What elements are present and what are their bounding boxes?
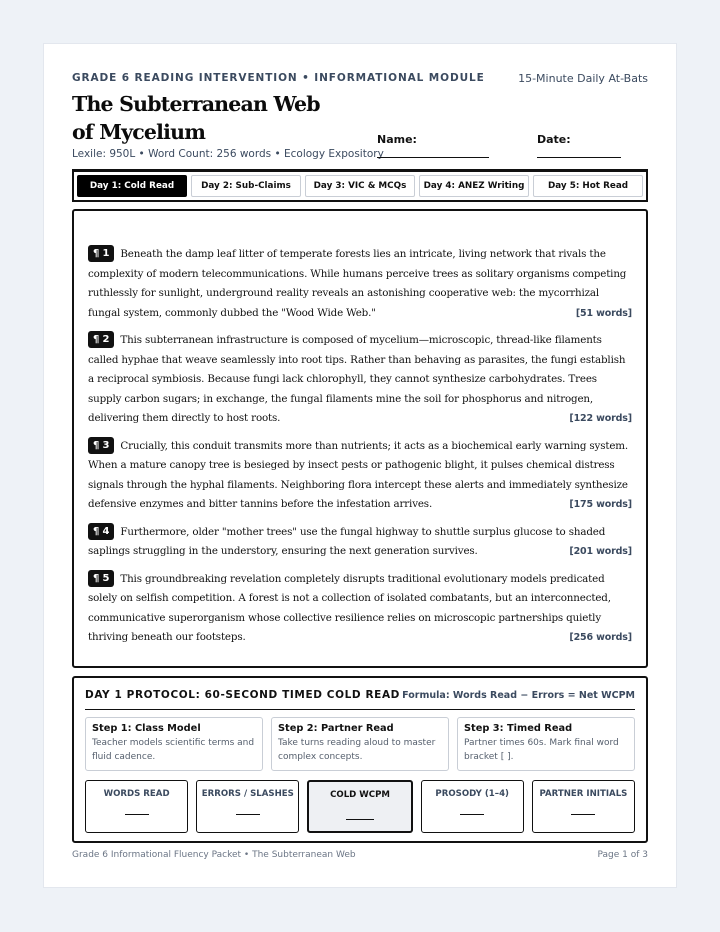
score-label: PARTNER INITIALS [539, 789, 628, 799]
footer-page-number: Page 1 of 3 [597, 850, 648, 860]
errors-box[interactable] [196, 780, 299, 833]
protocol-steps [85, 717, 635, 771]
score-blank-line [236, 814, 260, 815]
worksheet-page [43, 43, 677, 888]
word-count-marker: [51 words] [575, 307, 632, 319]
word-count-marker: [122 words] [569, 413, 632, 424]
name-field[interactable] [377, 157, 489, 158]
tab-day-3[interactable]: Day 3: VIC & MCQs [305, 175, 415, 197]
page-title: The Subterranean Web of Mycelium [72, 92, 320, 144]
paragraph-text: This subterranean infrastructure is composed of mycelium—microscopic, thread-like filaments called hyphae that weave seamlessly into root tips. Rather than behaving as parasites, the fungi establish a reciprocal symbiosis. Because fungi lack chlorophyll, they cannot synthesize carbohydrates. Trees supply carbon sugars; in exchange, the fungal filaments mine the soil for phosphorus and nitrogen, delivering them directly to host roots. [88, 334, 626, 424]
step-title: Step 1: Class Model [92, 723, 201, 734]
protocol-header [85, 678, 635, 710]
score-label: PROSODY (1–4) [435, 789, 509, 799]
tab-day-5[interactable]: Day 5: Hot Read [533, 175, 643, 197]
score-label: COLD WCPM [330, 790, 390, 800]
tab-day-2[interactable]: Day 2: Sub-Claims [191, 175, 301, 197]
step-card [85, 717, 263, 771]
prosody-box[interactable] [421, 780, 524, 833]
word-count-marker: [256 words] [569, 632, 632, 643]
reading-passage [72, 209, 648, 668]
paragraph-2 [88, 331, 632, 429]
score-blank-line [125, 814, 149, 815]
word-count-marker: [175 words] [569, 499, 632, 510]
day-tabs [72, 169, 648, 202]
paragraph-text: Beneath the damp leaf litter of temperate forests lies an intricate, living network that rivals the complexity of modern telecommunications. While humans perceive trees as solitary organisms competing ruthlessly for sunlight, underground reality reveals an astonishing cooperative web: the mycorrhizal fungal system, commonly dubbed the "Wood Wide Web." [88, 248, 627, 319]
cold-wcpm-box[interactable] [307, 780, 412, 833]
score-blank-line [460, 814, 484, 815]
paragraph-number-badge: ¶ 4 [88, 523, 114, 540]
paragraph-3 [88, 437, 632, 515]
paragraph-number-badge: ¶ 2 [88, 331, 114, 348]
footer-packet-title: Grade 6 Informational Fluency Packet • The Subterranean Web [72, 850, 356, 860]
score-blank-line [571, 814, 595, 815]
date-field[interactable] [537, 157, 621, 158]
paragraph-text: Crucially, this conduit transmits more than nutrients; it acts as a biochemical early warning system. When a mature canopy tree is besieged by insect pests or pathogenic blight, it pulses chemical distress signals through the hyphal filaments. Neighboring flora intercept these alerts and immediately synthesize defensive enzymes and bitter tannins before the infestation arrives. [88, 439, 629, 510]
step-description: Take turns reading aloud to master complex concepts. [278, 738, 436, 762]
protocol-formula: Formula: Words Read − Errors = Net WCPM [402, 690, 635, 701]
paragraph-1 [88, 245, 632, 323]
step-description: Partner times 60s. Mark final word bracket [ ]. [464, 738, 619, 762]
session-length-label: 15-Minute Daily At-Bats [518, 72, 648, 85]
step-card [457, 717, 635, 771]
paragraph-text: This groundbreaking revelation completely disrupts traditional evolutionary models predicated solely on selfish competition. A forest is not a collection of isolated combatants, but an interconnected, communicative superorganism whose collective resilience relies on microscopic partnerships quietly thriving beneath our footsteps. [88, 572, 611, 643]
page-content [72, 44, 648, 887]
words-read-box[interactable] [85, 780, 188, 833]
paragraph-number-badge: ¶ 3 [88, 437, 114, 454]
module-eyebrow: GRADE 6 READING INTERVENTION • INFORMATIONAL MODULE [72, 72, 485, 84]
paragraph-number-badge: ¶ 5 [88, 570, 114, 587]
step-description: Teacher models scientific terms and fluid cadence. [92, 738, 255, 762]
text-metadata: Lexile: 950L • Word Count: 256 words • Ecology Expository [72, 148, 384, 160]
score-boxes [85, 780, 635, 833]
step-title: Step 3: Timed Read [464, 723, 573, 734]
paragraph-5 [88, 570, 632, 648]
paragraph-4 [88, 523, 632, 562]
step-title: Step 2: Partner Read [278, 723, 394, 734]
protocol-title: DAY 1 PROTOCOL: 60-SECOND TIMED COLD READ [85, 689, 400, 701]
paragraph-number-badge: ¶ 1 [88, 245, 114, 262]
tab-day-1[interactable]: Day 1: Cold Read [77, 175, 187, 197]
step-card [271, 717, 449, 771]
name-label: Name: [377, 133, 417, 146]
tab-day-4[interactable]: Day 4: ANEZ Writing [419, 175, 529, 197]
score-blank-line [346, 819, 374, 820]
score-label: WORDS READ [103, 789, 170, 799]
score-label: ERRORS / SLASHES [201, 789, 294, 799]
date-label: Date: [537, 133, 571, 146]
protocol-panel [72, 676, 648, 843]
paragraph-text: Furthermore, older "mother trees" use the fungal highway to shuttle surplus glucose to shaded saplings struggling in the understory, ensuring the next generation survives. [88, 525, 606, 557]
partner-initials-box[interactable] [532, 780, 635, 833]
word-count-marker: [201 words] [569, 546, 632, 557]
